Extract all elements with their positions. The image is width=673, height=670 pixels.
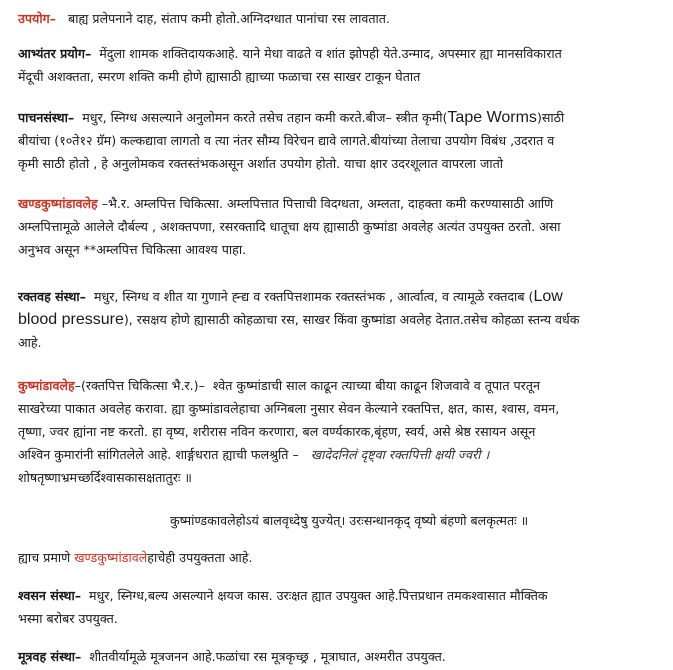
khanda-heading: खण्डकुष्मांडावलेह bbox=[18, 196, 98, 211]
shvasan-line2: भस्मा बरोबर उपयुक्त. bbox=[18, 611, 118, 626]
similar-para bbox=[18, 546, 252, 569]
khanda-line2: अम्लपित्तामूळे आलेले दौर्बल्य , अशक्तपणा, रसरक्तादि धातूचा क्षय ह्यासाठी कुष्मांडा अवलेह अत्यंत उपयुक्त ठरतो. असा bbox=[18, 219, 561, 234]
similar-highlight: खण्डकुष्मांडावले bbox=[74, 550, 148, 565]
abhyantar-label: आभ्यंतर प्रयोग– bbox=[18, 46, 92, 61]
kushmanda-line3: तृष्णा, ज्वर ह्यांना नष्ट करतो. हा वृष्य, शरीरास नविन करणारा, बल वर्ण्यकारक,बृंहण, स्वर्य, असे श्रेष्ठ रसायन असून bbox=[18, 424, 536, 439]
raktavaha-line3: आहे. bbox=[18, 335, 42, 350]
mutra-label: मूत्रवह संस्था– bbox=[18, 649, 82, 664]
shvasan-label: श्वसन संस्था– bbox=[18, 588, 82, 603]
similar-text-c: हाचेही उपयुक्तता आहे. bbox=[147, 550, 253, 565]
kushmanda-heading: कुष्मांडावलेह bbox=[18, 378, 75, 393]
abhyantar-line2: मेंदूची अशक्तता, स्मरण शक्ति कमी होणे ह्यासाठी ह्याच्या फळाचा रस साखर टाकून घेतात bbox=[18, 69, 421, 84]
pachan-line1-c: )साठी bbox=[536, 110, 565, 125]
shloka-line: कुष्मांण्डकावलेहोऽयं बालवृध्देषु युज्येत्। उरःसन्धानकृद् वृष्यो बंहणो बलकृत्मतः ॥ bbox=[170, 513, 529, 528]
khanda-line3: अनुभव असून **अम्लपित्त चिकित्सा आवश्य पाहा. bbox=[18, 242, 247, 257]
upayog-heading: उपयोग– bbox=[18, 11, 57, 26]
kushmanda-verse: खादेदनिलं दृष्ट्वा रक्तपित्ती क्षयी ज्वरी । bbox=[310, 447, 490, 462]
pachan-english-term: Tape Worms bbox=[447, 109, 537, 126]
pachan-para bbox=[18, 106, 564, 175]
mutra-text: शीतवीर्यामूळे मूत्रजनन आहे.फळांचा रस मूत्रकृच्छ्र , मूत्राघात, अश्मरीत उपयुक्त. bbox=[89, 649, 446, 664]
kushmanda-line2: साखरेच्या पाकात अवलेह करावा. ह्या कुष्मांडावलेहाचा अग्निबला नुसार सेवन केल्याने रक्तपित्त, क्षत, कास, श्वास, वमन, bbox=[18, 401, 560, 416]
pachan-line3: कृमी साठी होतो , हे अनुलोमकव रक्तस्तंभकअसून अर्शात उपयोग होतो. याचा क्षार उदरशूलात वापरला जातो bbox=[18, 156, 504, 171]
pachan-label: पाचनसंस्था– bbox=[18, 110, 75, 125]
abhyantar-para bbox=[18, 42, 562, 88]
raktavaha-label: रक्तवह संस्था– bbox=[18, 289, 86, 304]
raktavaha-para bbox=[18, 285, 579, 354]
khanda-para bbox=[18, 192, 561, 261]
mutra-para bbox=[18, 645, 446, 668]
kushmanda-line5: शोषतृष्णाभ्रमच्छर्दिश्वासकासक्षतातुरः ॥ bbox=[18, 470, 192, 485]
pachan-line1-a: मधुर, स्निग्ध असल्याने अनुलोमन करते तसेच तहान कमी करते.बीज– स्त्रीत कृमी( bbox=[82, 110, 448, 125]
raktavaha-english-bp: blood pressure bbox=[18, 311, 124, 328]
kushmanda-para bbox=[18, 374, 559, 489]
kushmanda-line4-a: अश्विन कुमारांनी सांगितलेले आहे. शार्ङ्गधरात ह्याची फलश्रुति – bbox=[18, 447, 299, 462]
kushmanda-line1: श्वेत कुष्मांडाची साल काढून त्याच्या बीया काढून शिजवावे व तूपात परतून bbox=[212, 378, 540, 393]
shvasan-line1: मधुर, स्निग्ध,बल्य असल्याने क्षयज कास. उरःक्षत ह्यात उपयुक्त आहे.पित्तप्रधान तमकश्वासात मौक्तिक bbox=[89, 588, 548, 603]
shvasan-para bbox=[18, 584, 548, 630]
khanda-line1: –भै.र. अम्लपित्त चिकित्सा. अम्लपित्तात पित्ताची विदग्धता, अम्लता, दाहक्ता कमी करण्यासाठी आणि bbox=[101, 196, 554, 211]
raktavaha-line1-a: मधुर, स्निग्ध व शीत या गुणाने ह्न्द्य व रक्तपित्तशामक रक्तस्तंभक , आर्त्वात्व, व त्यामूळे रक्तदाब ( bbox=[93, 289, 534, 304]
upayog-text: बाह्य प्रलेपनाने दाह, संताप कमी होतो.अग्निदग्धात पानांचा रस लावतात. bbox=[68, 11, 390, 26]
raktavaha-line2-b: ), रसक्षय होणे ह्यासाठी कोहळाचा रस, साखर किंवा कुष्मांडा अवलेह देतात.तसेच कोहळा स्तन्य वर्धक bbox=[123, 312, 580, 327]
kushmanda-ref: –(रक्तपित्त चिकित्सा भै.र.)– bbox=[74, 378, 205, 393]
upayog-para bbox=[18, 7, 390, 30]
pachan-line2: बीयांचा (१०ते१२ ग्रॅम) कल्कद्यावा लागतो व त्या नंतर सौम्य विरेचन द्यावे लागते.बीयांच्या तेलाचा उपयोग विबंध ,उदरात व bbox=[18, 133, 555, 148]
raktavaha-english-low: Low bbox=[533, 288, 563, 305]
similar-text-a: ह्याच प्रमाणे bbox=[18, 550, 75, 565]
abhyantar-line1: मेंदुला शामक शक्तिदायकआहे. याने मेधा वाढते व शांत झोपही येते.उन्माद, अपस्मार ह्या मानसविकारात bbox=[99, 46, 562, 61]
